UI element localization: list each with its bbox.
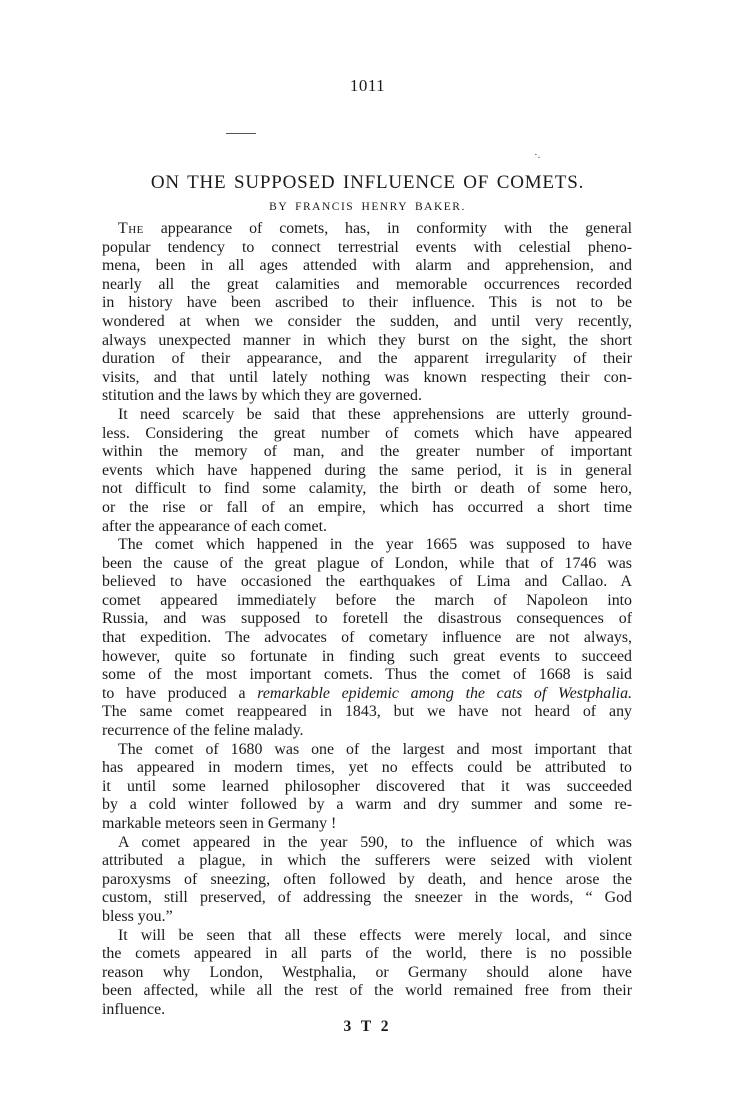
paragraph — [102, 741, 632, 834]
text-line: attributed a plague, in which the sufferers were seized with violent — [102, 852, 632, 870]
text-line: paroxysms of sneezing, often followed by death, and hence arose the — [102, 870, 632, 888]
text-line: that expedition. The advocates of cometary influence are not always, — [102, 629, 632, 647]
text-line: however, quite so fortunate in finding such great events to succeed — [102, 647, 632, 665]
text-line: popular tendency to connect terrestrial events with celestial pheno- — [102, 238, 632, 256]
short-rule — [226, 133, 256, 134]
decoration-dots: ·. — [534, 149, 541, 161]
article-byline: BY FRANCIS HENRY BAKER. — [269, 201, 466, 213]
text-line: or the rise or fall of an empire, which has occurred a short time — [102, 498, 632, 516]
text-line: by a cold winter followed by a warm and dry summer and some re- — [102, 796, 632, 814]
text-line: The comet of 1680 was one of the largest and most important that — [118, 740, 632, 758]
text-line: within the memory of man, and the greater number of important — [102, 443, 632, 461]
lead-word: The — [118, 220, 144, 237]
text-line: reason why London, Westphalia, or Germany should alone have — [102, 963, 632, 981]
text-line: recurrence of the feline malady. — [102, 722, 304, 740]
signature-mark: 3 T 2 — [343, 1018, 392, 1035]
text-line: some of the most important comets. Thus the comet of 1668 is said — [102, 666, 632, 684]
text-line: It need scarcely be said that these apprehensions are utterly ground- — [118, 405, 632, 423]
text-line: The same comet reappeared in 1843, but we have not heard of any — [102, 703, 632, 721]
text-line: visits, and that until lately nothing was known respecting their con- — [102, 368, 632, 386]
text-line: it until some learned philosopher discovered that it was succeeded — [102, 777, 632, 795]
article-title: ON THE SUPPOSED INFLUENCE OF COMETS. — [150, 172, 585, 193]
text-line — [102, 685, 632, 704]
paragraph — [102, 220, 632, 406]
line-text: appearance of comets, has, in conformity with the general — [143, 220, 632, 237]
text-line: Russia, and was supposed to foretell the disastrous consequences of — [102, 610, 632, 628]
text-line: It will be seen that all these effects were merely local, and since — [118, 926, 632, 944]
text-line: mena, been in all ages attended with alarm and apprehension, and — [102, 257, 632, 275]
paragraph — [102, 406, 632, 536]
text-line: markable meteors seen in Germany ! — [102, 815, 337, 832]
text-line: wondered at when we consider the sudden, and until very recently, — [102, 312, 632, 330]
paragraph — [102, 536, 632, 741]
text-line: comet appeared immediately before the march of Napoleon into — [102, 591, 632, 609]
text-line — [102, 220, 632, 239]
text-line: after the appearance of each comet. — [102, 517, 327, 535]
text-line: always unexpected manner in which they burst on the sight, the short — [102, 331, 632, 349]
text-line: events which have happened during the same period, it is in general — [102, 461, 632, 479]
text-line: influence. — [102, 1000, 166, 1018]
text-line: bless you.” — [102, 907, 173, 925]
text-line: not difficult to find some calamity, the birth or death of some hero, — [102, 480, 632, 498]
text-line: duration of their appearance, and the apparent irregularity of their — [102, 350, 632, 368]
text-line: believed to have occasioned the earthquakes of Lima and Callao. A — [102, 573, 632, 591]
text-line: the comets appeared in all parts of the world, there is no possible — [102, 945, 632, 963]
line-text: to have produced a — [102, 684, 258, 702]
text-line: in history have been ascribed to their influence. This is not to be — [102, 294, 632, 312]
text-line: been the cause of the great plague of London, while that of 1746 was — [102, 554, 632, 572]
text-line: nearly all the great calamities and memorable occurrences recorded — [102, 275, 632, 293]
text-line: A comet appeared in the year 590, to the influence of which was — [118, 833, 632, 851]
text-line: has appeared in modern times, yet no effects could be attributed to — [102, 759, 632, 777]
text-line: The comet which happened in the year 1665 was supposed to have — [118, 536, 632, 554]
italic-phrase: remarkable epidemic among the cats of Westphalia. — [257, 684, 632, 702]
text-line: been affected, while all the rest of the world remained free from their — [102, 982, 632, 1000]
text-line: custom, still preserved, of addressing the sneezer in the words, “ God — [102, 889, 632, 907]
article-body — [102, 220, 632, 1020]
text-line: stitution and the laws by which they are governed. — [102, 387, 422, 405]
page-number: 1011 — [349, 76, 386, 95]
paragraph — [102, 927, 632, 1020]
text-line: less. Considering the great number of comets which have appeared — [102, 424, 632, 442]
paragraph — [102, 834, 632, 927]
